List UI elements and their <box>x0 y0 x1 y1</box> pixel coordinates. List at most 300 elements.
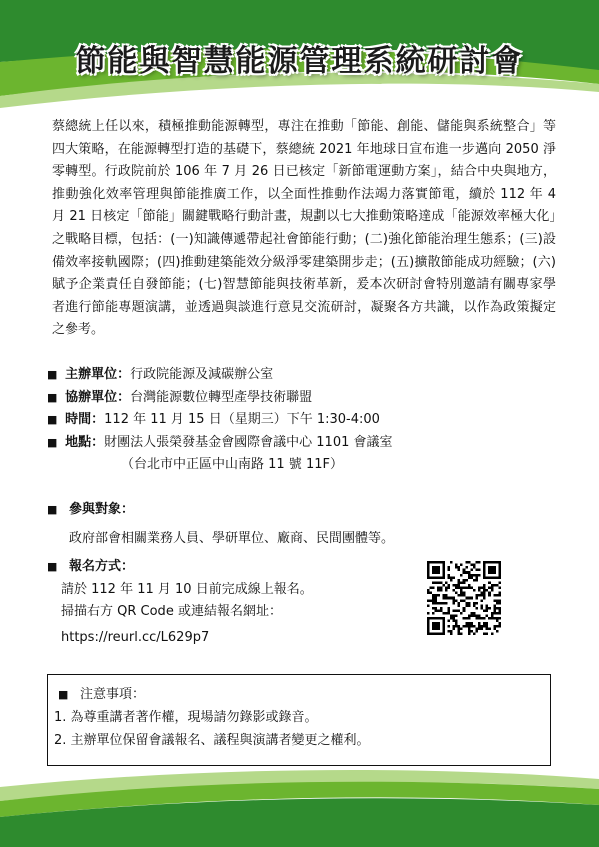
qr-module <box>447 576 450 579</box>
qr-module <box>458 632 461 635</box>
bullet-square-icon: ■ <box>47 560 58 573</box>
qr-module <box>483 617 486 620</box>
bottom-wave-decoration <box>0 757 599 847</box>
qr-module <box>460 587 463 590</box>
qr-module <box>481 607 484 610</box>
qr-module <box>447 597 450 600</box>
qr-module <box>475 574 478 577</box>
qr-module <box>432 612 435 615</box>
qr-module <box>468 597 471 600</box>
qr-module <box>453 597 456 600</box>
qr-module <box>486 604 489 607</box>
qr-module <box>463 594 466 597</box>
qr-module <box>458 625 461 628</box>
qr-module <box>447 584 450 587</box>
qr-module <box>473 574 476 577</box>
notice-heading <box>54 683 544 706</box>
qr-module <box>493 604 496 607</box>
qr-module <box>465 566 468 569</box>
qr-module <box>460 594 463 597</box>
participants-text: 政府部會相關業務人員、學研單位、廠商、民間團體等。 <box>69 530 395 546</box>
qr-module <box>470 576 473 579</box>
registration-heading <box>47 556 313 579</box>
qr-module <box>427 612 430 615</box>
qr-module <box>483 592 486 595</box>
qr-module <box>478 574 481 577</box>
time-value: 112 年 11 月 15 日（星期三）下午 1:30-4:00 <box>104 412 380 427</box>
qr-module <box>498 609 501 612</box>
qr-module <box>493 594 496 597</box>
qr-module <box>458 602 461 605</box>
qr-module <box>488 587 491 590</box>
qr-module <box>488 581 491 584</box>
qr-module <box>498 592 501 595</box>
qr-module <box>447 630 450 633</box>
qr-module <box>468 622 471 625</box>
qr-module <box>453 584 456 587</box>
qr-module <box>463 571 466 574</box>
qr-module <box>440 607 443 610</box>
registration-instruction: 掃描右方 QR Code 或連結報名網址： <box>61 604 282 619</box>
qr-module <box>491 617 494 620</box>
qr-module <box>491 584 494 587</box>
notice-label: 注意事項： <box>80 687 146 702</box>
qr-module <box>442 584 445 587</box>
qr-module <box>486 607 489 610</box>
qr-module <box>465 597 468 600</box>
qr-module <box>463 579 466 582</box>
qr-module <box>453 617 456 620</box>
qr-module <box>460 581 463 584</box>
qr-module <box>481 627 484 630</box>
qr-module <box>468 632 471 635</box>
qr-module <box>458 581 461 584</box>
organizer-label: 主辦單位： <box>65 367 131 382</box>
qr-module <box>460 612 463 615</box>
qr-module <box>481 592 484 595</box>
qr-module <box>498 599 501 602</box>
participants-heading <box>47 499 394 522</box>
qr-code-image[interactable] <box>427 561 501 635</box>
qr-module <box>483 622 486 625</box>
location-row <box>47 432 557 455</box>
qr-module <box>437 587 440 590</box>
qr-module <box>458 584 461 587</box>
qr-module <box>498 607 501 610</box>
qr-module <box>458 566 461 569</box>
qr-module <box>478 587 481 590</box>
qr-module <box>475 617 478 620</box>
qr-module <box>460 589 463 592</box>
qr-module <box>440 609 443 612</box>
qr-module <box>447 609 450 612</box>
qr-module <box>445 581 448 584</box>
qr-module <box>453 609 456 612</box>
qr-module <box>486 622 489 625</box>
qr-module <box>498 625 501 628</box>
qr-module <box>435 609 438 612</box>
qr-module <box>465 579 468 582</box>
qr-module <box>447 625 450 628</box>
qr-module <box>453 620 456 623</box>
qr-module <box>468 627 471 630</box>
qr-module <box>453 589 456 592</box>
participants-section <box>47 499 394 550</box>
qr-module <box>493 617 496 620</box>
qr-module <box>475 576 478 579</box>
qr-module <box>478 627 481 630</box>
qr-module <box>498 587 501 590</box>
qr-module <box>455 564 458 567</box>
qr-module <box>445 589 448 592</box>
qr-module <box>478 625 481 628</box>
bullet-square-icon: ■ <box>58 688 69 701</box>
qr-module <box>468 576 471 579</box>
qr-module <box>450 615 453 618</box>
qr-module <box>470 587 473 590</box>
time-row <box>47 409 557 432</box>
qr-module <box>473 604 476 607</box>
qr-module <box>447 620 450 623</box>
qr-module <box>445 612 448 615</box>
qr-module <box>465 622 468 625</box>
qr-module <box>470 612 473 615</box>
qr-module <box>475 594 478 597</box>
qr-module <box>473 602 476 605</box>
qr-module <box>450 597 453 600</box>
qr-module <box>478 615 481 618</box>
qr-module <box>432 581 435 584</box>
qr-module <box>442 597 445 600</box>
qr-module <box>493 607 496 610</box>
qr-module <box>455 592 458 595</box>
qr-module <box>435 581 438 584</box>
qr-module <box>455 599 458 602</box>
qr-module <box>483 609 486 612</box>
location-label: 地點： <box>65 434 105 450</box>
location-value: 財團法人張榮發基金會國際會議中心 1101 會議室 <box>104 434 393 450</box>
qr-module <box>455 566 458 569</box>
qr-module <box>488 592 491 595</box>
qr-module <box>450 561 453 564</box>
qr-module <box>440 589 443 592</box>
qr-module <box>465 617 468 620</box>
qr-module <box>427 589 430 592</box>
qr-module <box>470 569 473 572</box>
qr-module <box>468 615 471 618</box>
qr-module <box>450 576 453 579</box>
qr-module <box>470 574 473 577</box>
qr-module <box>475 627 478 630</box>
page-title: 節能與智慧能源管理系統研討會 <box>75 44 524 79</box>
qr-module <box>493 609 496 612</box>
qr-module <box>432 599 435 602</box>
qr-module <box>447 612 450 615</box>
qr-module <box>440 581 443 584</box>
qr-module <box>481 617 484 620</box>
qr-module <box>468 587 471 590</box>
registration-label: 報名方式： <box>69 559 135 574</box>
qr-module <box>465 571 468 574</box>
qr-module <box>478 589 481 592</box>
qr-module <box>475 569 478 572</box>
qr-module <box>493 612 496 615</box>
qr-module <box>453 576 456 579</box>
qr-module <box>437 581 440 584</box>
qr-module <box>481 594 484 597</box>
title-wrap <box>0 36 599 80</box>
qr-module <box>458 627 461 630</box>
qr-module <box>455 609 458 612</box>
qr-module <box>435 599 438 602</box>
qr-module <box>491 615 494 618</box>
qr-module <box>478 617 481 620</box>
notice-item-2: 2. 主辦單位保留會議報名、議程與演講者變更之權利。 <box>54 733 370 748</box>
qr-module <box>468 617 471 620</box>
qr-module <box>455 620 458 623</box>
qr-module <box>463 609 466 612</box>
qr-module <box>432 597 435 600</box>
qr-module <box>458 569 461 572</box>
qr-module <box>450 630 453 633</box>
qr-module <box>458 579 461 582</box>
qr-module <box>468 561 471 564</box>
time-label: 時間： <box>65 412 105 427</box>
co-organizer-label: 協辦單位： <box>65 389 131 405</box>
qr-module <box>460 592 463 595</box>
qr-module <box>432 587 435 590</box>
qr-module <box>488 617 491 620</box>
qr-module <box>470 597 473 600</box>
qr-module <box>458 604 461 607</box>
qr-module <box>435 602 438 605</box>
qr-module <box>483 589 486 592</box>
qr-module <box>440 587 443 590</box>
qr-module <box>498 602 501 605</box>
qr-module <box>435 594 438 597</box>
intro-paragraph: 蔡總統上任以來，積極推動能源轉型，專注在推動「節能、創能、儲能與系統整合」等四大策略，在能源轉型打造的基礎下，蔡總統 2021 年地球日宣布進一步邁向 2050 淨零轉型。行政院前於 106 年 7 月 26 日已核定「新節電運動方案」，結合中央與地方，推動強化效率管理與節能推廣工作，以全面性推動作法竭力落實節電，續於 112 年 4 月 21 日核定「節能」關鍵戰略行動計畫，規劃以七大推動策略達成「能源效率極大化」之戰略目標，包括：(一)知識傳遞帶起社會節能行動；(二)強化節能治理生態系；(三)設備效率接軌國際；(四)推動建築能效分級淨零建築開步走；(五)擴散節能成功經驗；(六)賦予企業責任自發節能；(七)智慧節能與技術革新，爰本次研討會特別邀請有關專家學者進行節能專題演講，並透過與談進行意見交流研討，凝聚各方共識，以作為政策擬定之參考。 <box>52 119 556 338</box>
registration-url-link[interactable]: https://reurl.cc/L629p7 <box>61 629 210 645</box>
qr-module <box>455 615 458 618</box>
qr-module <box>458 609 461 612</box>
qr-module <box>468 625 471 628</box>
qr-module <box>483 594 486 597</box>
qr-module <box>463 617 466 620</box>
notice-item-1: 1. 為尊重講者著作權，現場請勿錄影或錄音。 <box>54 710 318 725</box>
qr-module <box>453 625 456 628</box>
qr-module <box>442 594 445 597</box>
qr-module <box>475 607 478 610</box>
qr-module <box>496 599 499 602</box>
qr-module <box>460 632 463 635</box>
qr-module <box>496 630 499 633</box>
qr-module <box>473 625 476 628</box>
qr-module <box>427 599 430 602</box>
qr-module <box>496 602 499 605</box>
qr-module <box>496 584 499 587</box>
qr-module <box>430 587 433 590</box>
qr-module <box>491 632 494 635</box>
registration-section <box>47 556 313 649</box>
notice-box <box>47 674 551 766</box>
qr-module <box>437 589 440 592</box>
qr-module <box>432 602 435 605</box>
qr-module <box>483 632 486 635</box>
qr-module <box>486 589 489 592</box>
organizer-row <box>47 364 557 387</box>
bullet-square-icon: ■ <box>47 435 58 449</box>
participants-label: 參與對象： <box>69 502 135 517</box>
qr-module <box>468 604 471 607</box>
qr-module <box>463 581 466 584</box>
qr-module <box>455 625 458 628</box>
qr-module <box>450 579 453 582</box>
qr-module <box>496 617 499 620</box>
qr-module <box>458 630 461 633</box>
qr-module <box>491 612 494 615</box>
qr-module <box>475 597 478 600</box>
qr-module <box>470 625 473 628</box>
qr-module <box>483 584 486 587</box>
qr-module <box>435 597 438 600</box>
qr-module <box>486 609 489 612</box>
qr-module <box>496 612 499 615</box>
bullet-square-icon: ■ <box>47 390 58 404</box>
qr-module <box>447 574 450 577</box>
qr-module <box>450 632 453 635</box>
qr-module <box>481 625 484 628</box>
co-organizer-value: 台灣能源數位轉型產學技術聯盟 <box>130 389 313 405</box>
qr-module <box>486 625 489 628</box>
qr-module <box>473 612 476 615</box>
qr-module <box>453 615 456 618</box>
qr-module <box>475 561 478 564</box>
qr-module <box>465 587 468 590</box>
qr-module <box>445 587 448 590</box>
qr-module <box>498 612 501 615</box>
qr-module <box>498 617 501 620</box>
registration-deadline: 請於 112 年 11 月 10 日前完成線上報名。 <box>61 581 313 597</box>
qr-module <box>463 587 466 590</box>
bullet-square-icon: ■ <box>47 368 58 381</box>
qr-module <box>460 564 463 567</box>
organizer-value: 行政院能源及減碳辦公室 <box>130 367 274 382</box>
qr-module <box>468 630 471 633</box>
qr-module <box>486 632 489 635</box>
address-value: （台北市中正區中山南路 11 號 11F） <box>121 457 343 472</box>
qr-module <box>473 564 476 567</box>
qr-module <box>427 592 430 595</box>
qr-module <box>447 587 450 590</box>
qr-module <box>435 607 438 610</box>
qr-module <box>447 607 450 610</box>
qr-module <box>473 589 476 592</box>
qr-module <box>437 609 440 612</box>
qr-module <box>427 604 430 607</box>
qr-module <box>442 602 445 605</box>
qr-module <box>463 607 466 610</box>
qr-module <box>498 581 501 584</box>
qr-module <box>453 627 456 630</box>
qr-module <box>442 612 445 615</box>
qr-module <box>453 602 456 605</box>
qr-module <box>478 622 481 625</box>
qr-module <box>445 597 448 600</box>
qr-module <box>470 622 473 625</box>
qr-module <box>483 625 486 628</box>
qr-module <box>488 607 491 610</box>
qr-module <box>465 602 468 605</box>
co-organizer-row <box>47 387 557 410</box>
qr-module <box>491 589 494 592</box>
qr-module <box>493 599 496 602</box>
qr-module <box>437 602 440 605</box>
qr-module <box>498 622 501 625</box>
qr-module <box>478 569 481 572</box>
qr-module <box>447 569 450 572</box>
qr-module <box>463 592 466 595</box>
qr-module <box>453 599 456 602</box>
qr-module <box>481 599 484 602</box>
qr-module <box>491 587 494 590</box>
qr-module <box>432 594 435 597</box>
qr-module <box>473 579 476 582</box>
qr-module <box>465 604 468 607</box>
qr-module <box>447 566 450 569</box>
qr-module <box>465 625 468 628</box>
qr-module <box>486 627 489 630</box>
qr-module <box>460 599 463 602</box>
qr-module <box>455 622 458 625</box>
qr-module <box>488 594 491 597</box>
qr-module <box>483 597 486 600</box>
qr-module <box>455 584 458 587</box>
qr-module <box>475 630 478 633</box>
bullet-square-icon: ■ <box>47 413 58 426</box>
qr-module <box>488 627 491 630</box>
event-info-list <box>47 364 557 477</box>
qr-module <box>460 574 463 577</box>
qr-module <box>430 599 433 602</box>
qr-module <box>445 602 448 605</box>
qr-module <box>498 594 501 597</box>
qr-module <box>483 587 486 590</box>
qr-module <box>460 627 463 630</box>
qr-module <box>445 594 448 597</box>
qr-module <box>481 604 484 607</box>
qr-module <box>481 587 484 590</box>
qr-module <box>473 566 476 569</box>
qr-module <box>430 592 433 595</box>
qr-module <box>496 620 499 623</box>
qr-module <box>468 602 471 605</box>
qr-module <box>475 579 478 582</box>
qr-module <box>473 632 476 635</box>
qr-module <box>432 607 435 610</box>
qr-module <box>437 594 440 597</box>
qr-module <box>440 602 443 605</box>
qr-module <box>486 615 489 618</box>
qr-module <box>450 617 453 620</box>
qr-module <box>458 587 461 590</box>
qr-module <box>496 594 499 597</box>
qr-module <box>468 584 471 587</box>
qr-module <box>475 615 478 618</box>
qr-module <box>463 625 466 628</box>
qr-module <box>493 627 496 630</box>
qr-module <box>458 594 461 597</box>
qr-module <box>468 574 471 577</box>
